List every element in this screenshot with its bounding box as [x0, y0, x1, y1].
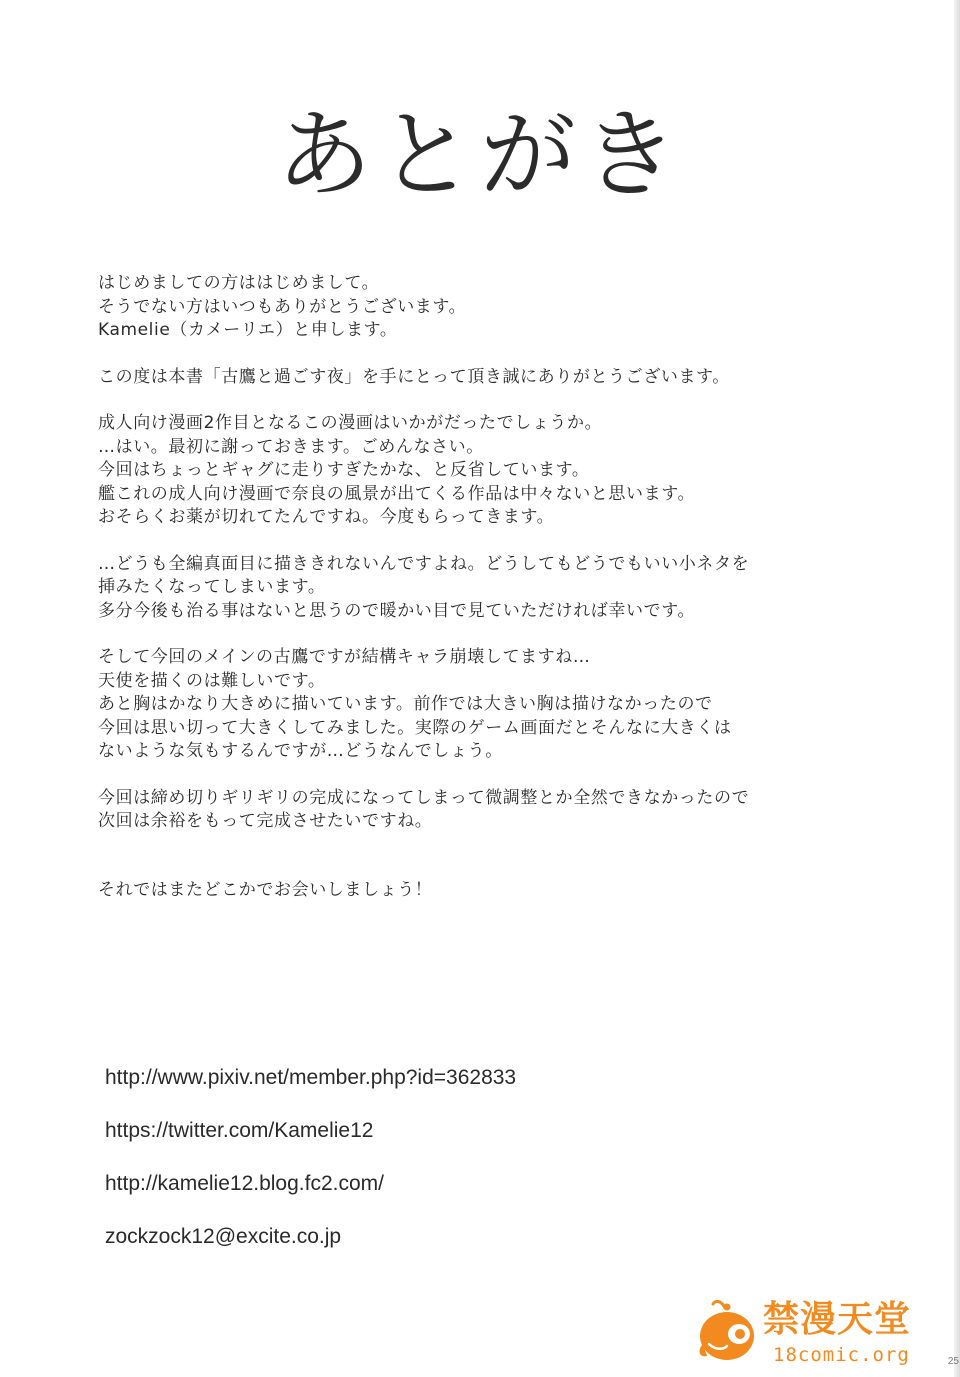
paragraph [98, 646, 878, 764]
paragraph [98, 787, 878, 834]
text-line: 艦これの成人向け漫画で奈良の風景が出てくる作品は中々ないと思います。 [98, 483, 696, 504]
text-line: はじめましての方ははじめまして。 [98, 273, 380, 293]
paragraph [98, 272, 878, 343]
text-line: 次回は余裕をもって完成させたいですね。 [98, 811, 433, 831]
mascot-icon [695, 1298, 759, 1364]
page-title: あとがき [276, 99, 684, 211]
text-line: あと胸はかなり大きめに描いています。前作では大きい胸は描けなかったので [98, 694, 713, 714]
blog-link[interactable]: http://kamelie12.blog.fc2.com/ [105, 1172, 384, 1195]
pixiv-link[interactable]: http://www.pixiv.net/member.php?id=362833 [105, 1066, 517, 1089]
page-number: 25 [947, 1356, 959, 1367]
afterword-body [98, 272, 878, 925]
closing-line: それではまたどこかでお会いしましょう！ [98, 879, 433, 900]
text-line: 挿みたくなってしまいます。 [98, 577, 326, 597]
text-line: …どうも全編真面目に描ききれないんですよね。どうしてもどうでもいい小ネタを [98, 553, 750, 574]
text-line: ないような気もするんですが…どうなんでしょう。 [98, 741, 503, 761]
text-line: そして今回のメインの古鷹ですが結構キャラ崩壊してますね… [98, 647, 591, 667]
paragraph [98, 553, 878, 624]
watermark-title: 禁漫天堂 [763, 1299, 912, 1340]
paragraph [98, 366, 878, 390]
closing-paragraph [98, 879, 878, 903]
text-line: 今回はちょっとギャグに走りすぎたかな、と反省しています。 [98, 460, 590, 480]
text-line: おそらくお薬が切れてたんですね。今度もらってきます。 [98, 507, 555, 527]
site-watermark [695, 1296, 930, 1372]
email-link[interactable]: zockzock12@excite.co.jp [105, 1225, 342, 1248]
text-line: そうでない方はいつもありがとうございます。 [98, 296, 467, 317]
watermark-subtitle: 18comic.org [773, 1344, 910, 1366]
text-line: …はい。最初に謝っておきます。ごめんなさい。 [98, 436, 484, 457]
twitter-link[interactable]: https://twitter.com/Kamelie12 [105, 1119, 374, 1142]
contact-links [105, 1063, 805, 1275]
paragraph [98, 412, 878, 530]
text-line: 多分今後も治る事はないと思うので暖かい目で見ていただければ幸いです。 [98, 600, 696, 621]
text-line: 天使を描くのは難しいです。 [98, 670, 326, 691]
text-line: Kamelie（カメーリエ）と申します。 [98, 320, 398, 340]
text-line: 今回は締め切りギリギリの完成になってしまって微調整とか全然できなかったので [98, 787, 750, 808]
text-line: この度は本書「古鷹と過ごす夜」を手にとって頂き誠にありがとうございます。 [98, 366, 730, 387]
text-line: 今回は思い切って大きくしてみました。実際のゲーム画面だとそんなに大きくは [98, 717, 732, 738]
text-line: 成人向け漫画2作目となるこの漫画はいかがだったでしょうか。 [98, 413, 603, 433]
